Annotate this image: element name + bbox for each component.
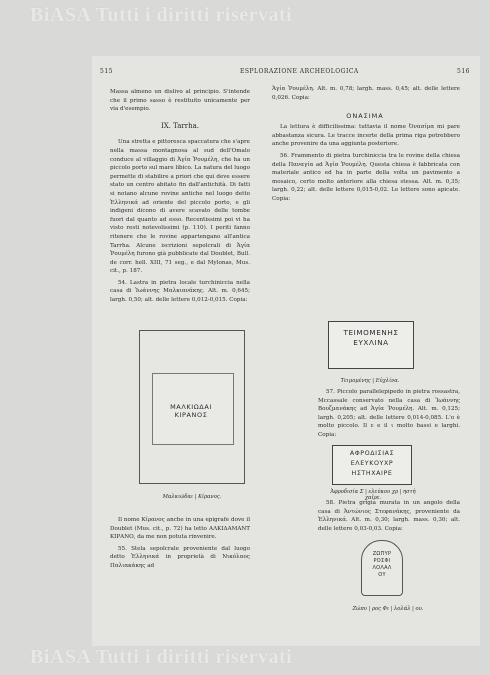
inscription-line: ΕΥΧΛΙΝΑ xyxy=(353,338,389,347)
paragraph: Massa almeno un dislivo al principio. S'intende che il primo sasso è restituito unicamente per via d'esempio. xyxy=(110,89,250,113)
paragraph: 55. Stela sepolcrale proveniente dal luogo detto Ἑλληνικά in proprietà di Νικόλαος Παλιακάκης ad xyxy=(110,545,250,569)
paragraph: 56. Frammento di pietra turchiniccia tra le rovine della chiesa della Παναγία ad Ἁγία Ῥουμέλη. Questa chiesa è fabbricata con materiale antico ed ha in parte della volta un pavimento a mosaico, certo molto anteriore alla chiesa stessa. Alt. m. 0,35; largh. 0,22; alt. delle lettere 0,015-0,02. Le lettere sono apicate. Copia: xyxy=(272,152,460,202)
figure-caption: Ζώπυ | ρος Φι | λολάλ | ου. xyxy=(352,606,424,612)
paragraph: Una stretta e pittoresca spaccatura che s'apre nella massa montagnosa al sud dell'Omalo conduce al villaggio di Ἁγία Ῥουμέλη, che ha un piccolo porto sul mare libico. La natura del luogo permette di stabilire a priori che qui deve essere stato un centro abitato fin dall'antichità. Di fatti si notano alcune rovine antiche nel luogo detto Ἑλληνικά ad oriente del piccolo porto, e gli indigeni dicono di avere scavato delle tombe fuori dal quanto ad esso. Recentissimi poi vi ha visto resti notevolissimi (p. 110). I periti fanno ritenere che le rovine appartengano all'antica Tarrha. Alcune iscrizioni sepolcrali di Ἁγία Ῥουμέλη furono già pubblicate dal Doublet, Bull. de corr. hell. XIII, 71 seg., e dal Mylonas, Mus. cit., p. 187. xyxy=(110,139,250,275)
inscription-line: ΚΙΡΑΝΟΣ xyxy=(174,411,208,419)
paragraph: 54. Lastra in pietra locale turchiniccia nella casa di Ἰωάννης Μαλκιανάκης. Alt. m. 0,645; largh. 0,50; alt. delle lettere 0,012-0,015. Copia: xyxy=(110,279,250,304)
inscription-line: ΕΛΕΥΚΟΥΧΡ xyxy=(350,460,394,467)
inscription-line: ΖΩΠΥΡ xyxy=(372,551,392,557)
figure-caption: Τειμομένης | Εὐχλίνα. xyxy=(340,378,400,384)
paragraph: 57. Piccolo parallelepipedo in pietra rossastra, Mccassale conservato nella casa di Ἰωάννης Βουζμανάκης ad Ἁγία Ῥουμέλη. Alt. m. 0,125; largh. 0,205; alt. delle lettere 0,014-0,085. L'o è molto piccolo. Il ε e il ι molto bassi e larghi. Copia: xyxy=(318,389,460,438)
inscription-figure-57 xyxy=(332,445,412,485)
inscription-figure-56 xyxy=(328,321,414,369)
inscription-figure-54 xyxy=(139,330,245,484)
inscription-line: ΡΟΣΦΙ xyxy=(373,558,391,564)
inscription-figure-58 xyxy=(361,540,403,596)
inscription-line: ΑΦΡΟΔΙΣΙΑΣ xyxy=(349,450,395,457)
inscription-line: ΛΟΛΑΛ xyxy=(372,565,392,571)
right-column xyxy=(272,85,460,207)
inscription-figure-55: ΟΝΑΣΙΜΑ xyxy=(346,112,384,120)
inscription-line: ΤΕΙΜΟΜΕΝΗΣ xyxy=(343,328,399,337)
inscription-text xyxy=(336,449,408,479)
figure-caption: Ἀφροδισία Σ | ελεύκου χρ | ηστὴ χαῖρε. xyxy=(330,489,416,501)
inscription-line: ΗΣΤΗΧΑΙΡΕ xyxy=(351,470,393,477)
running-title: ESPLORAZIONE ARCHEOLOGICA xyxy=(240,68,359,75)
page-number-left: 515 xyxy=(100,68,113,75)
page-number-right: 516 xyxy=(457,68,470,75)
left-column-bottom xyxy=(110,516,250,574)
figure-caption: Μαλκιῶδαι | Κίρανος. xyxy=(162,494,222,500)
left-column xyxy=(110,88,250,308)
inscription-line: ΟΥ xyxy=(378,572,386,578)
right-column-middle xyxy=(318,388,460,443)
inscription-text xyxy=(333,328,409,348)
watermark-bottom: BiASA Tutti i diritti riservati xyxy=(30,646,293,668)
inscription-line: ΜΑΛΚΙΩΔΑΙ xyxy=(170,403,212,411)
section-heading: IX. Tarrha. xyxy=(160,121,200,130)
paragraph: La lettura è difficilissima: tuttavia il nome Ὀνασίμα mi pare abbastanza sicura. Le tracce incerte della prima riga potrebbero anche provenire da una aggiunta posteriore. xyxy=(272,124,460,148)
paragraph: Ἁγία Ῥουμέλη. Alt. m. 0,78; largh. mass. 0,45; alt. delle lettere 0,026. Copia: xyxy=(272,86,460,101)
watermark-top: BiASA Tutti i diritti riservati xyxy=(30,4,293,26)
inscription-text xyxy=(158,403,224,419)
paragraph: Il nome Κίρανος anche in una epigrafe dove il Doublet (Mus. cit., p. 72) ha letto ΑΛΚΙΔΑΜΑΝΤ ΚΙΡΑΝΟ, da me non potuta rinvenire. xyxy=(110,517,250,541)
inscription-text xyxy=(365,551,399,579)
right-column-bottom xyxy=(318,499,460,536)
page-header xyxy=(100,68,470,80)
paragraph: 58. Pietra grigia murata in un angolo della casa di Ἀντώνιος Στεφανάκης, proveniente da Ἑλληνικά. Alt. m. 0,30; largh. mass. 0,30; alt. delle lettere 0,03-0,03. Copia: xyxy=(318,500,460,532)
